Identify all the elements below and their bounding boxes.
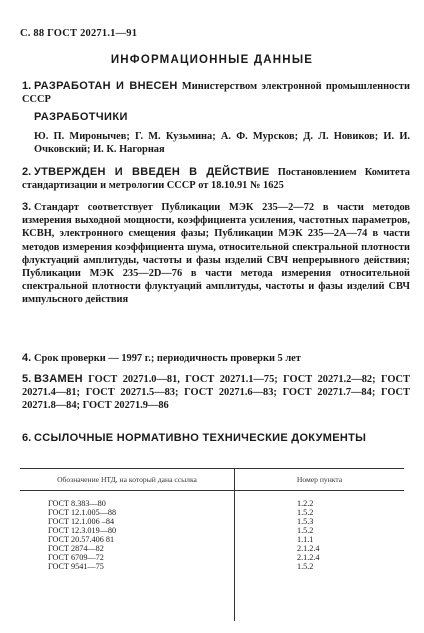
table-cell-clause: 2.1.2.4	[297, 553, 320, 562]
table-cell-clause: 1.5.2	[297, 562, 314, 571]
column-header-document: Обозначение НТД, на который дана ссылка	[20, 469, 235, 491]
table-cell-document: ГОСТ 6709—72	[20, 553, 235, 562]
column-header-clause: Номер пункта	[235, 469, 405, 491]
section-text: Стандарт соответствует Публикации МЭК 235—2—72 в части методов измерения выходной мощности, коэффициента усиления, частотных параметров, КСВН, электронного смещения фазы; Публикации МЭК 235—2А—74 в части методов измерения коэффициента шума, относительной спектральной плотности флуктуаций амплитуды, частоты и фазы изделий СВЧ непрерывного действия; Публикации МЭК 235—2D—76 в части метода измерения относительной спектральной плотности флуктуаций амплитуды, частоты и фазы изделий СВЧ импульсного действия	[22, 202, 410, 306]
section-heading: ССЫЛОЧНЫЕ НОРМАТИВНО ТЕХНИЧЕСКИЕ ДОКУМЕНТЫ	[34, 432, 367, 444]
table-cell-document: ГОСТ 12.1.005—88	[20, 508, 235, 517]
section-heading: РАЗРАБОТАН И ВНЕСЕН	[34, 80, 178, 92]
table-cell-document: ГОСТ 20.57.406 81	[20, 535, 235, 544]
table-row	[20, 508, 404, 517]
table-cell-document: ГОСТ 2874—82	[20, 544, 235, 553]
table-cell-clause: 1.1.1	[297, 535, 314, 544]
section-3	[22, 201, 410, 307]
section-number: 3.	[22, 201, 32, 213]
section-number: 6.	[22, 432, 32, 444]
section-text: ГОСТ 20271.0—81, ГОСТ 20271.1—75; ГОСТ 20271.2—82; ГОСТ 20271.4—81; ГОСТ 20271.5—83; ГОСТ 20271.6—83; ГОСТ 20271.7—84; ГОСТ 20271.8—84; ГОСТ 20271.9—86	[22, 374, 410, 412]
section-number: 4.	[22, 352, 32, 364]
table-cell-clause: 1.2.2	[297, 499, 314, 508]
document-title: ИНФОРМАЦИОННЫЕ ДАННЫЕ	[110, 54, 314, 66]
section-number: 2.	[22, 166, 32, 178]
section-2	[22, 166, 410, 192]
section-text: Срок проверки — 1997 г.; периодичность проверки 5 лет	[34, 353, 301, 364]
table-row	[20, 491, 404, 509]
developers-heading: РАЗРАБОТЧИКИ	[34, 111, 128, 123]
table-cell-clause: 2.1.2.4	[297, 544, 320, 553]
section-text: Министерством электронной промышленности СССР	[22, 81, 410, 106]
section-6	[22, 432, 410, 445]
section-number: 5.	[22, 373, 32, 385]
section-number: 1.	[22, 80, 32, 92]
table-row	[20, 553, 404, 562]
section-heading: ВЗАМЕН	[34, 373, 83, 385]
section-text: Постановлением Комитета стандартизации и метрологии СССР от 18.10.91 № 1625	[22, 167, 410, 192]
table-cell-clause: 1.5.2	[297, 508, 314, 517]
section-5	[22, 373, 410, 413]
references-table	[20, 468, 404, 621]
table-cell-document: ГОСТ 12.3.019—80	[20, 526, 235, 535]
developers-list: Ю. П. Миронычев; Г. М. Кузьмина; А. Ф. Мурсков; Д. Л. Новиков; И. И. Очковский; И. К. Нагорная	[34, 131, 410, 156]
table-cell-clause: 1.5.2	[297, 526, 314, 535]
table-row	[20, 535, 404, 544]
table-row	[20, 562, 404, 621]
table-row	[20, 517, 404, 526]
table-row	[20, 544, 404, 553]
table-cell-document: ГОСТ 9541—75	[20, 562, 235, 621]
page-header: С. 88 ГОСТ 20271.1—91	[20, 28, 138, 39]
section-heading: УТВЕРЖДЕН И ВВЕДЕН В ДЕЙСТВИЕ	[34, 166, 270, 178]
table-cell-clause: 1.5.3	[297, 517, 314, 526]
table-cell-document: ГОСТ 12.1.006 –84	[20, 517, 235, 526]
section-1	[22, 80, 410, 106]
section-4	[22, 352, 410, 365]
table-row	[20, 526, 404, 535]
table-cell-document: ГОСТ 8.383—80	[20, 491, 235, 509]
